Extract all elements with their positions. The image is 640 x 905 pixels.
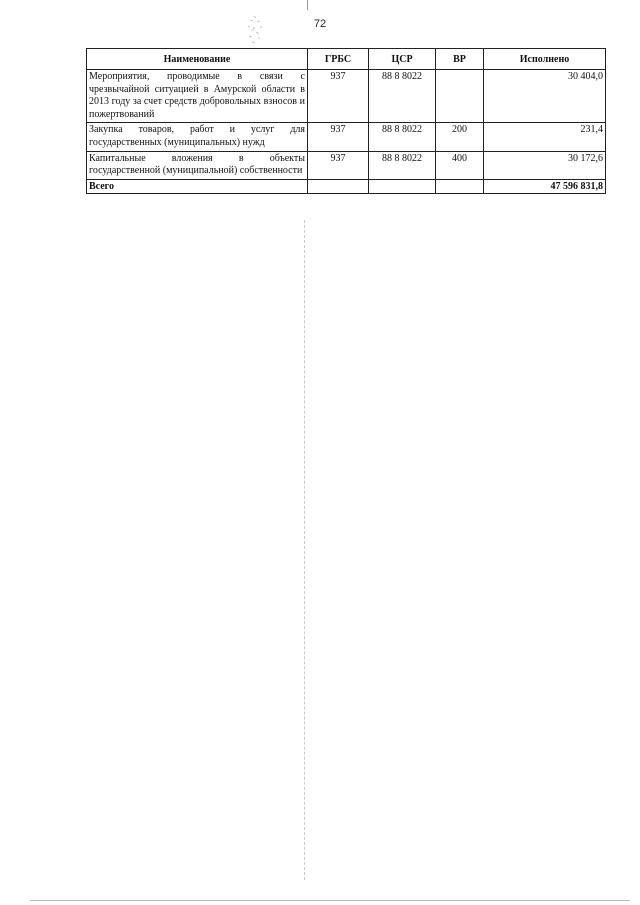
total-csr-empty — [369, 179, 436, 193]
table-row — [87, 151, 606, 179]
row-name-text: Закупка товаров, работ и услуг для государственных (муниципальных) нужд — [89, 124, 305, 148]
row-executed: 231,4 — [484, 123, 606, 151]
row-csr: 88 8 8022 — [369, 123, 436, 151]
scan-mark-top — [307, 0, 308, 10]
row-vr: 200 — [436, 123, 484, 151]
row-csr: 88 8 8022 — [369, 70, 436, 123]
row-name — [87, 123, 308, 151]
total-vr-empty — [436, 179, 484, 193]
table-row — [87, 123, 606, 151]
row-vr: 400 — [436, 151, 484, 179]
table-row — [87, 70, 606, 123]
expenditure-table — [86, 48, 606, 194]
page-number: 72 — [313, 18, 327, 30]
row-vr — [436, 70, 484, 123]
column-header-grbs: ГРБС — [308, 49, 369, 70]
row-grbs: 937 — [308, 70, 369, 123]
total-label: Всего — [87, 179, 308, 193]
column-header-csr: ЦСР — [369, 49, 436, 70]
page-bottom-edge — [30, 900, 630, 901]
row-name — [87, 151, 308, 179]
row-executed: 30 172,6 — [484, 151, 606, 179]
total-executed: 47 596 831,8 — [484, 179, 606, 193]
row-name-text: Мероприятия, проводимые в связи с чрезвычайной ситуацией в Амурской области в 2013 году за счет средств добровольных взносов и пожертвований — [89, 71, 305, 120]
table-header-row — [87, 49, 606, 70]
column-header-name: Наименование — [87, 49, 308, 70]
row-grbs: 937 — [308, 123, 369, 151]
row-executed: 30 404,0 — [484, 70, 606, 123]
faint-stamp-mark — [242, 14, 268, 46]
scan-artifact-line — [304, 220, 305, 880]
column-header-vr: ВР — [436, 49, 484, 70]
total-grbs-empty — [308, 179, 369, 193]
row-csr: 88 8 8022 — [369, 151, 436, 179]
row-grbs: 937 — [308, 151, 369, 179]
column-header-executed: Исполнено — [484, 49, 606, 70]
table-total-row — [87, 179, 606, 193]
row-name-text: Капитальные вложения в объекты государственной (муниципальной) собственности — [89, 152, 305, 177]
row-name — [87, 70, 308, 123]
